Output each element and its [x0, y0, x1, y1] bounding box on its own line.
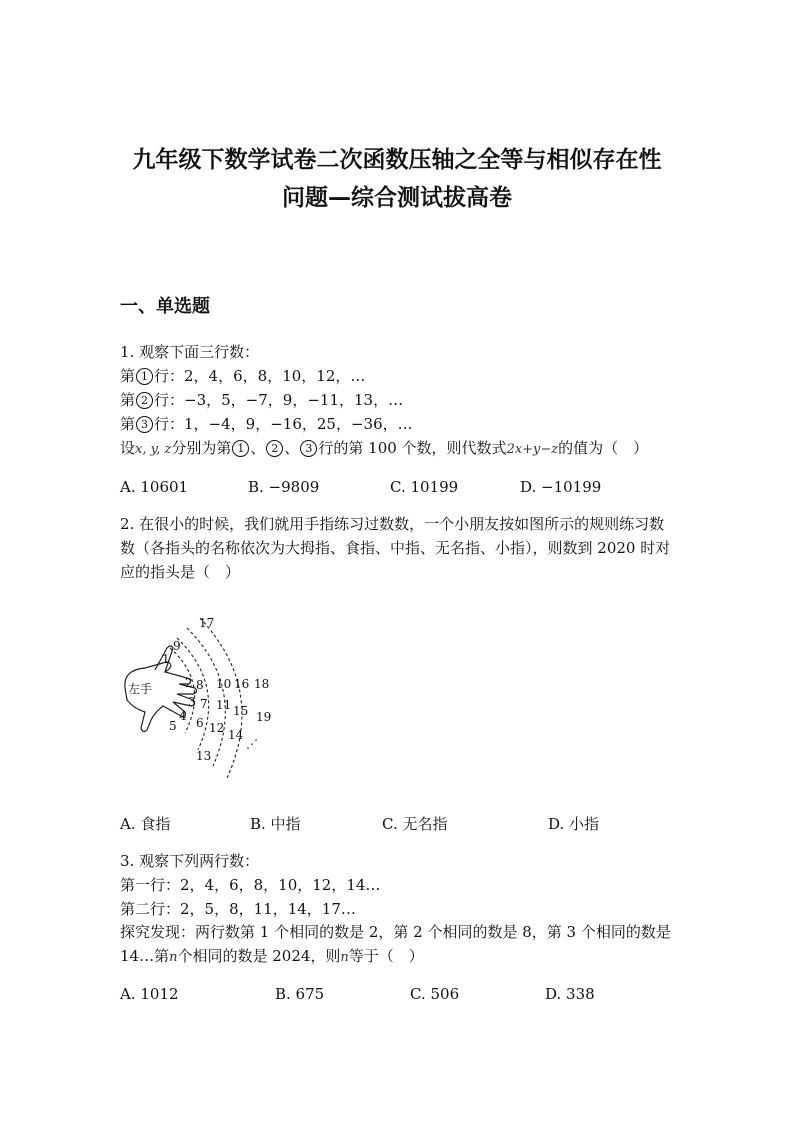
q1-row-3: 第 3 行：1，−4，9，−16，25，−36，… — [120, 415, 413, 433]
q1-option-a[interactable]: A. 10601 — [120, 478, 189, 496]
figure-number: 11 — [216, 698, 232, 712]
figure-number: 16 — [234, 677, 250, 691]
figure-number: 3 — [188, 695, 196, 709]
q1-option-c[interactable]: C. 10199 — [390, 478, 459, 496]
finger-counting-figure — [115, 608, 285, 783]
q3-option-a[interactable]: A. 1012 — [120, 985, 179, 1003]
figure-number: 1 — [162, 652, 170, 666]
q1-row-1: 第 1 行：2，4，6，8，10，12，… — [120, 367, 366, 385]
q3-option-b[interactable]: B. 675 — [275, 985, 325, 1003]
q2-option-a[interactable]: A. 食指 — [120, 815, 171, 833]
q3-option-d[interactable]: D. 338 — [545, 985, 595, 1003]
page-title-line-2: 问题—综合测试拔高卷 — [282, 185, 512, 211]
q3-row-2: 第二行：2，5，8，11，14，17… — [120, 900, 356, 918]
q2-stem: 2. 在很小的时候，我们就用手指练习过数数，一个小朋友按如图所示的规则练习数数（各指头的名称依次为大拇指、食指、中指、无名指、小指），则数到 2020 时对应的指头是（ ） — [120, 515, 671, 581]
q2-option-c[interactable]: C. 无名指 — [382, 815, 448, 833]
figure-number: 10 — [216, 677, 232, 691]
circled-number: 1 — [136, 368, 153, 385]
figure-number: 15 — [233, 704, 249, 718]
q3-stem: 3. 观察下列两行数： — [120, 852, 260, 870]
q3-option-c[interactable]: C. 506 — [410, 985, 460, 1003]
figure-number: 9 — [173, 639, 181, 653]
figure-number: 2 — [185, 676, 193, 690]
q1-option-d[interactable]: D. −10199 — [520, 478, 602, 496]
q1-row-2: 第 2 行：−3，5，−7，9，−11，13，… — [120, 391, 404, 409]
q1-option-b[interactable]: B. −9809 — [248, 478, 320, 496]
figure-number: 19 — [256, 710, 272, 724]
circled-number: 3 — [136, 416, 153, 433]
figure-number: 4 — [179, 709, 187, 723]
hand-label: 左手 — [128, 682, 153, 696]
figure-number: 13 — [196, 749, 212, 763]
q1-stem: 1. 观察下面三行数： — [120, 343, 260, 361]
figure-number: 6 — [196, 716, 204, 730]
q2-option-b[interactable]: B. 中指 — [250, 815, 301, 833]
figure-number: 17 — [199, 616, 215, 630]
q3-row-1: 第一行：2，4，6，8，10，12，14… — [120, 876, 381, 894]
page-title-line-1: 九年级下数学试卷二次函数压轴之全等与相似存在性 — [132, 147, 662, 173]
circled-number: 2 — [136, 392, 153, 409]
figure-number: 5 — [169, 719, 177, 733]
math-vars: x, y, z — [135, 442, 172, 457]
q2-option-d[interactable]: D. 小指 — [548, 815, 600, 833]
figure-number: 7 — [200, 697, 208, 711]
figure-number: 8 — [196, 678, 204, 692]
q1-question: 设x, y, z分别为第 1 、 2 、 3 行的第 100 个数，则代数式2x+y−z的值为（ ） — [120, 439, 649, 457]
figure-number: 12 — [209, 721, 225, 735]
section-heading: 一、单选题 — [120, 296, 210, 317]
figure-number: 14 — [228, 728, 244, 742]
math-expression: 2x+y−z — [506, 442, 559, 457]
figure-number: 18 — [254, 677, 270, 691]
figure-dots: ⋰ — [246, 737, 258, 751]
q3-explore: 探究发现：两行数第 1 个相同的数是 2，第 2 个相同的数是 8，第 3 个相同的数是 14…第n个相同的数是 2024，则n等于（ ） — [120, 923, 671, 965]
